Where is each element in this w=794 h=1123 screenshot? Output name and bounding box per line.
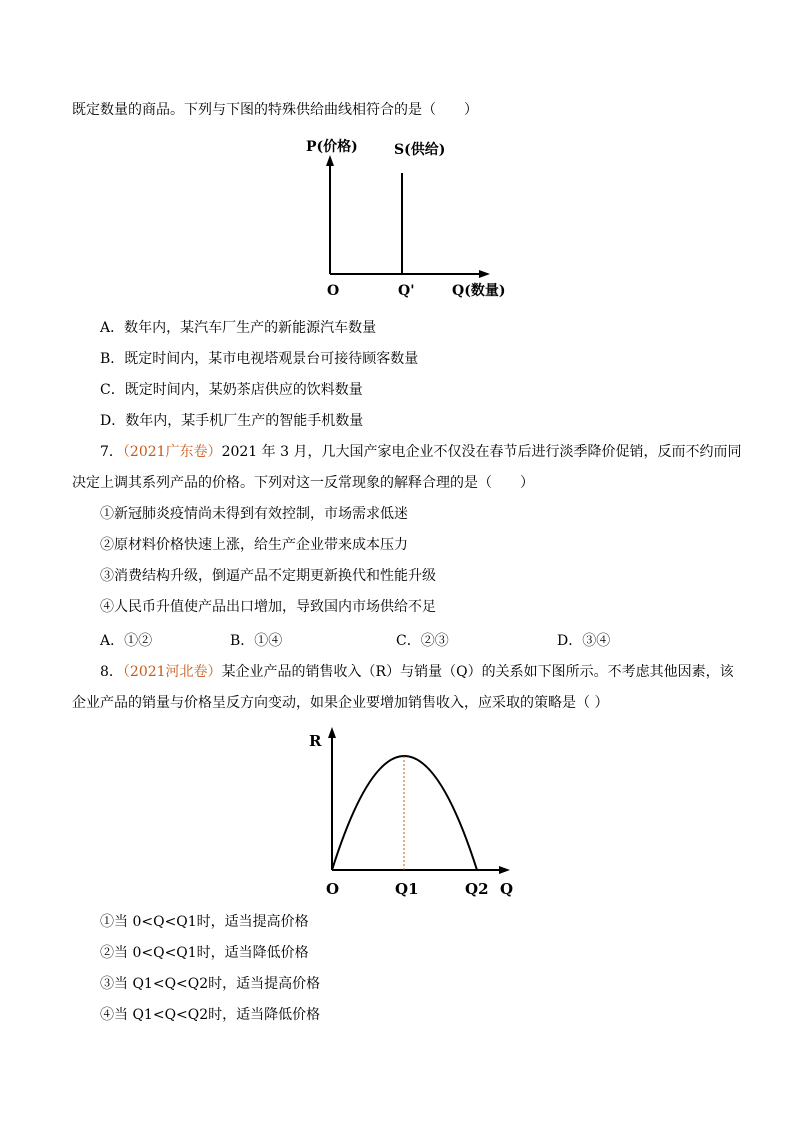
q7-statement-4: ④人民币升值使产品出口增加，导致国内市场供给不足	[100, 599, 436, 615]
q8-stem-line1	[100, 662, 734, 682]
q7-statement-2: ②原材料价格快速上涨，给生产企业带来成本压力	[100, 537, 408, 553]
q7-statement-3: ③消费结构升级，倒逼产品不定期更新换代和性能升级	[100, 568, 436, 584]
x-axis-arrow	[479, 270, 490, 278]
q7-option-b: B．①④	[230, 633, 283, 649]
q-axis-label: Q	[500, 880, 514, 898]
q8-statement-1: ①当 0<Q<Q1时，适当提高价格	[100, 914, 309, 930]
q7-statement-1: ①新冠肺炎疫情尚未得到有效控制，市场需求低迷	[100, 506, 408, 522]
q7-option-d: D．③④	[557, 633, 611, 649]
supply-curve-label: S(供给)	[394, 142, 446, 158]
origin-label: O	[327, 283, 340, 299]
q6-option-c: C．既定时间内，某奶茶店供应的饮料数量	[100, 382, 363, 398]
q7-stem-text: 2021 年 3 月，几大国产家电企业不仅没在春节后进行淡季降价促销，反而不约而同	[221, 444, 742, 460]
revenue-curve	[332, 756, 477, 870]
q7-number: 7．	[100, 444, 123, 460]
q-mark-label: Q'	[398, 283, 415, 299]
q8-source: （2021河北卷）	[122, 664, 222, 680]
origin-label-2: O	[326, 880, 340, 898]
q7-stem-line2: 决定上调其系列产品的价格。下列对这一反常现象的解释合理的是（ ）	[72, 475, 534, 491]
q8-statement-3: ③当 Q1<Q<Q2时，适当提高价格	[100, 976, 321, 992]
y-axis-label: P(价格)	[306, 139, 358, 155]
q7-source: （2021广东卷）	[122, 444, 222, 460]
q2-label: Q2	[465, 880, 489, 898]
q7-option-a: A．①②	[100, 633, 153, 649]
q7-option-c: C．②③	[396, 633, 449, 649]
q8-stem-line2: 企业产品的销量与价格呈反方向变动，如果企业要增加销售收入，应采取的策略是（ ）	[72, 695, 609, 711]
r-axis-label: R	[309, 732, 322, 750]
q8-statement-4: ④当 Q1<Q<Q2时，适当降低价格	[100, 1007, 321, 1023]
y-axis-arrow	[326, 155, 334, 166]
q8-stem-text: 某企业产品的销售收入（R）与销量（Q）的关系如下图所示。不考虑其他因素，该	[221, 664, 734, 680]
q6-option-a: A．数年内，某汽车厂生产的新能源汽车数量	[100, 320, 377, 336]
q7-stem-line1	[100, 442, 741, 462]
r-axis-arrow	[328, 727, 336, 738]
q6-option-d: D．数年内，某手机厂生产的智能手机数量	[100, 413, 364, 429]
x-axis-label: Q(数量)	[452, 283, 506, 299]
intro-line: 既定数量的商品。下列与下图的特殊供给曲线相符合的是（ ）	[72, 102, 478, 118]
q1-label: Q1	[395, 880, 419, 898]
q6-option-b: B．既定时间内，某市电视塔观景台可接待顾客数量	[100, 351, 419, 367]
q-axis-arrow	[499, 866, 510, 874]
q8-number: 8．	[100, 664, 123, 680]
q8-statement-2: ②当 0<Q<Q1时，适当降低价格	[100, 945, 309, 961]
